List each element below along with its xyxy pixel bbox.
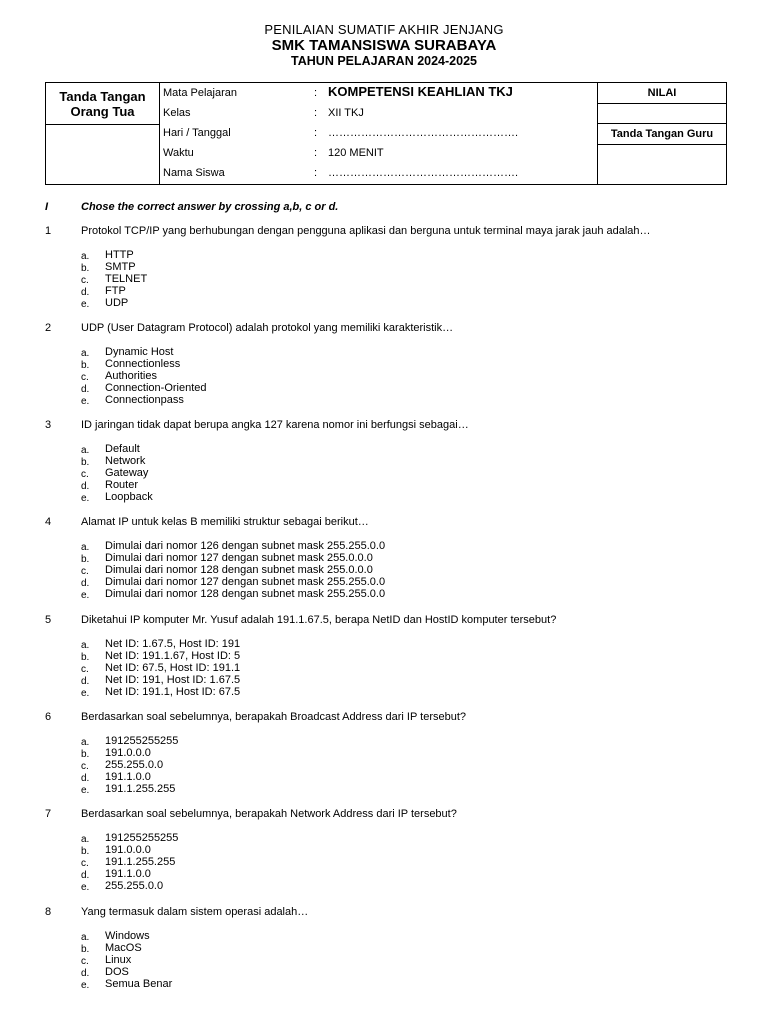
field-value: KOMPETENSI KEAHLIAN TKJ <box>328 84 513 99</box>
field-colon: : <box>314 147 318 159</box>
answer-option[interactable] <box>81 880 581 892</box>
option-letter: b. <box>81 846 90 858</box>
field-label: Waktu <box>163 147 194 159</box>
option-text: HTTP <box>105 249 134 261</box>
option-text: Net ID: 67.5, Host ID: 191.1 <box>105 662 241 675</box>
option-letter: a. <box>81 445 90 456</box>
option-text: 255.255.0.0 <box>105 880 164 893</box>
teacher-signature-label: Tanda Tangan Guru <box>598 123 726 145</box>
answer-option[interactable] <box>81 455 581 467</box>
answer-option[interactable] <box>81 759 581 771</box>
answer-option[interactable] <box>81 382 581 394</box>
option-text: DOS <box>105 966 129 979</box>
option-text: 191.0.0.0 <box>105 747 151 760</box>
option-text: TELNET <box>105 273 148 286</box>
option-letter: e. <box>81 493 90 505</box>
answer-option[interactable] <box>81 540 581 552</box>
answer-option[interactable] <box>81 249 581 261</box>
option-text: 191.0.0.0 <box>105 844 151 857</box>
option-text: Net ID: 1.67.5, Host ID: 191 <box>105 638 241 650</box>
option-text: Net ID: 191.1, Host ID: 67.5 <box>105 686 241 699</box>
option-text: Loopback <box>105 491 153 504</box>
answer-option[interactable] <box>81 978 581 990</box>
answer-option[interactable] <box>81 564 581 576</box>
answer-option[interactable] <box>81 491 581 503</box>
option-letter: d. <box>81 384 90 396</box>
field-label: Kelas <box>163 107 191 119</box>
option-letter: c. <box>81 664 89 676</box>
option-letter: a. <box>81 932 90 943</box>
grade-label: NILAI <box>598 83 726 104</box>
field-label: Nama Siswa <box>163 167 225 179</box>
option-letter: d. <box>81 968 90 980</box>
field-class <box>160 103 598 123</box>
option-letter: c. <box>81 858 89 870</box>
option-text: Connectionless <box>105 358 181 371</box>
option-letter: b. <box>81 457 90 469</box>
question-number: 8 <box>45 906 52 918</box>
option-letter: c. <box>81 372 89 384</box>
option-letter: a. <box>81 640 90 651</box>
answer-option[interactable] <box>81 942 581 954</box>
identity-box <box>45 82 727 185</box>
question-number: 4 <box>45 516 52 528</box>
option-text: 191.1.0.0 <box>105 868 151 881</box>
option-text: Net ID: 191, Host ID: 1.67.5 <box>105 674 241 687</box>
option-letter: b. <box>81 944 90 956</box>
option-letter: a. <box>81 737 90 748</box>
option-text: Dimulai dari nomor 126 dengan subnet mask 255.255.0.0 <box>105 540 386 552</box>
answer-option[interactable] <box>81 747 581 759</box>
answer-option[interactable] <box>81 552 581 564</box>
option-text: 191.1.255.255 <box>105 783 176 796</box>
option-letter: b. <box>81 554 90 566</box>
question-text: UDP (User Datagram Protocol) adalah protokol yang memiliki karakteristik… <box>81 322 454 334</box>
option-letter: a. <box>81 542 90 553</box>
question-number: 5 <box>45 614 52 626</box>
question-text: Yang termasuk dalam sistem operasi adalah… <box>81 906 309 918</box>
option-text: SMTP <box>105 261 136 274</box>
student-info-fields <box>160 83 598 184</box>
field-value: ……………………………………………. <box>328 127 519 139</box>
field-student-name[interactable] <box>160 163 598 183</box>
field-value: ……………………………………………. <box>328 167 519 179</box>
option-letter: c. <box>81 566 89 578</box>
question-text: Diketahui IP komputer Mr. Yusuf adalah 191.1.67.5, berapa NetID dan HostID komputer tersebut? <box>81 614 557 626</box>
option-letter: a. <box>81 348 90 359</box>
option-text: FTP <box>105 285 126 298</box>
option-text: 191.1.255.255 <box>105 856 176 869</box>
option-text: Connection-Oriented <box>105 382 207 395</box>
option-letter: e. <box>81 688 90 700</box>
grade-sign-column <box>598 83 726 184</box>
option-letter: e. <box>81 590 90 602</box>
answer-option[interactable] <box>81 297 581 309</box>
option-text: Dimulai dari nomor 128 dengan subnet mask 255.0.0.0 <box>105 564 373 577</box>
option-letter: e. <box>81 299 90 311</box>
option-text: Semua Benar <box>105 978 173 991</box>
option-letter: b. <box>81 652 90 664</box>
field-value: XII TKJ <box>328 107 364 119</box>
option-letter: d. <box>81 676 90 688</box>
answer-option[interactable] <box>81 443 581 455</box>
option-letter: e. <box>81 785 90 797</box>
answer-option[interactable] <box>81 674 581 686</box>
option-text: 255.255.0.0 <box>105 759 164 772</box>
academic-year: TAHUN PELAJARAN 2024-2025 <box>291 54 477 68</box>
option-text: 191255255255 <box>105 735 179 747</box>
question-text: Alamat IP untuk kelas B memiliki struktur sebagai berikut… <box>81 516 369 528</box>
field-label: Hari / Tanggal <box>163 127 231 139</box>
answer-option[interactable] <box>81 735 581 747</box>
option-text: Network <box>105 455 146 468</box>
answer-option[interactable] <box>81 370 581 382</box>
answer-option[interactable] <box>81 856 581 868</box>
option-letter: d. <box>81 870 90 882</box>
option-text: Windows <box>105 930 150 942</box>
field-colon: : <box>314 87 318 99</box>
answer-option[interactable] <box>81 588 581 600</box>
option-text: Connectionpass <box>105 394 184 407</box>
parent-signature-cell <box>46 83 160 184</box>
option-text: 191255255255 <box>105 832 179 844</box>
field-colon: : <box>314 167 318 179</box>
question-number: 7 <box>45 808 52 820</box>
answer-option[interactable] <box>81 261 581 273</box>
question-text: Protokol TCP/IP yang berhubungan dengan pengguna aplikasi dan berguna untuk terminal maya jarak jauh adalah… <box>81 225 651 237</box>
field-colon: : <box>314 107 318 119</box>
option-letter: d. <box>81 287 90 299</box>
question-text: Berdasarkan soal sebelumnya, berapakah Network Address dari IP tersebut? <box>81 808 457 820</box>
answer-option[interactable] <box>81 783 581 795</box>
option-text: Gateway <box>105 467 149 480</box>
school-name: SMK TAMANSISWA SURABAYA <box>271 37 497 54</box>
answer-option[interactable] <box>81 966 581 978</box>
option-letter: c. <box>81 469 89 481</box>
answer-option[interactable] <box>81 273 581 285</box>
answer-option[interactable] <box>81 930 581 942</box>
question-number: 3 <box>45 419 52 431</box>
answer-option[interactable] <box>81 346 581 358</box>
option-letter: b. <box>81 749 90 761</box>
option-letter: a. <box>81 251 90 262</box>
option-letter: d. <box>81 578 90 590</box>
teacher-signature-box[interactable] <box>598 145 726 184</box>
option-text: Linux <box>105 954 132 967</box>
answer-option[interactable] <box>81 285 581 297</box>
question-number: 1 <box>45 225 52 237</box>
answer-option[interactable] <box>81 650 581 662</box>
answer-option[interactable] <box>81 686 581 698</box>
field-date[interactable] <box>160 123 598 143</box>
option-letter: c. <box>81 956 89 968</box>
option-text: Dimulai dari nomor 127 dengan subnet mask 255.0.0.0 <box>105 552 373 565</box>
answer-option[interactable] <box>81 638 581 650</box>
option-text: Dynamic Host <box>105 346 174 358</box>
answer-option[interactable] <box>81 771 581 783</box>
option-letter: b. <box>81 360 90 372</box>
section-instruction: Chose the correct answer by crossing a,b, c or d. <box>81 201 339 213</box>
option-letter: c. <box>81 761 89 773</box>
option-letter: c. <box>81 275 89 287</box>
option-text: UDP <box>105 297 129 310</box>
option-text: Default <box>105 443 140 455</box>
question-number: 2 <box>45 322 52 334</box>
option-letter: b. <box>81 263 90 275</box>
answer-option[interactable] <box>81 954 581 966</box>
question-number: 6 <box>45 711 52 723</box>
exam-title: PENILAIAN SUMATIF AKHIR JENJANG <box>264 22 504 37</box>
option-text: MacOS <box>105 942 142 955</box>
option-text: Dimulai dari nomor 128 dengan subnet mask 255.255.0.0 <box>105 588 386 601</box>
answer-option[interactable] <box>81 394 581 406</box>
answer-option[interactable] <box>81 868 581 880</box>
field-colon: : <box>314 127 318 139</box>
answer-option[interactable] <box>81 358 581 370</box>
option-letter: d. <box>81 773 90 785</box>
question-text: ID jaringan tidak dapat berupa angka 127 karena nomor ini berfungsi sebagai… <box>81 419 469 431</box>
option-letter: e. <box>81 980 90 992</box>
field-label: Mata Pelajaran <box>163 87 237 99</box>
option-letter: e. <box>81 396 90 408</box>
grade-box[interactable] <box>598 104 726 124</box>
answer-option[interactable] <box>81 479 581 491</box>
option-letter: e. <box>81 882 90 894</box>
field-value: 120 MENIT <box>328 147 384 159</box>
option-text: Router <box>105 479 139 492</box>
answer-option[interactable] <box>81 467 581 479</box>
section-number: I <box>45 201 49 213</box>
option-text: Net ID: 191.1.67, Host ID: 5 <box>105 650 241 663</box>
option-text: Dimulai dari nomor 127 dengan subnet mask 255.255.0.0 <box>105 576 386 589</box>
option-text: Authorities <box>105 370 157 383</box>
exam-header <box>0 22 768 69</box>
field-subject <box>160 83 598 103</box>
option-letter: d. <box>81 481 90 493</box>
parent-signature-label: Tanda Tangan Orang Tua <box>46 83 159 125</box>
question-text: Berdasarkan soal sebelumnya, berapakah Broadcast Address dari IP tersebut? <box>81 711 467 723</box>
option-letter: a. <box>81 834 90 845</box>
answer-option[interactable] <box>81 832 581 844</box>
option-text: 191.1.0.0 <box>105 771 151 784</box>
answer-option[interactable] <box>81 576 581 588</box>
answer-option[interactable] <box>81 844 581 856</box>
answer-option[interactable] <box>81 662 581 674</box>
field-time <box>160 143 598 163</box>
